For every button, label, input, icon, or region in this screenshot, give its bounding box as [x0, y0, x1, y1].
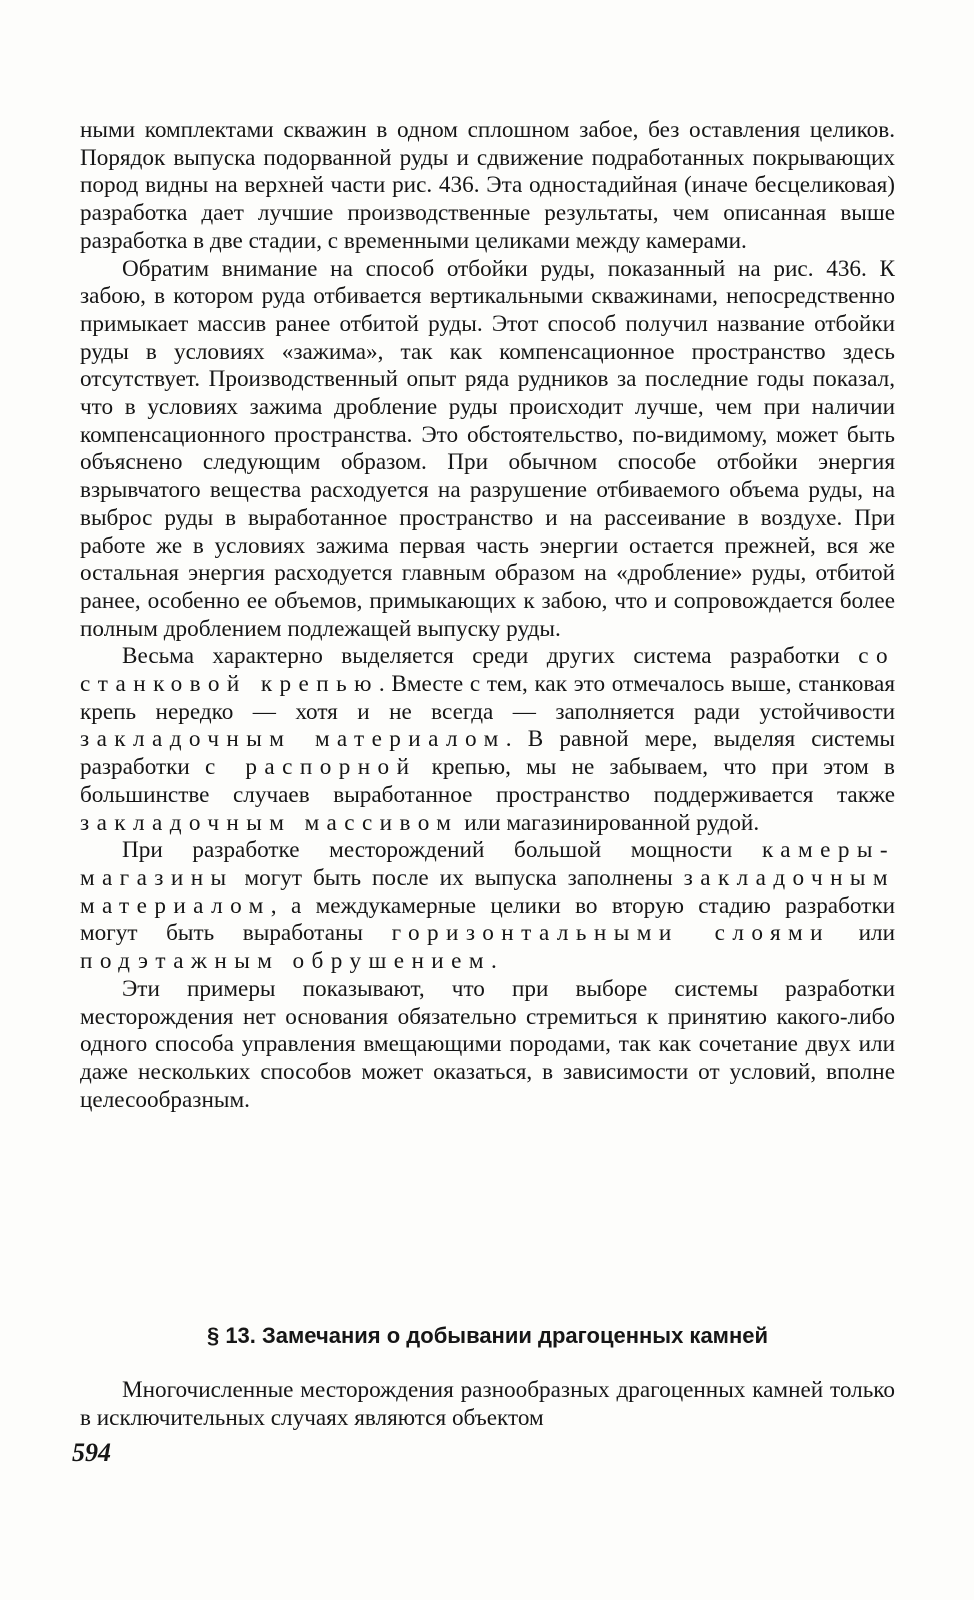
spaced-term: камеры-магазины [80, 837, 895, 891]
paragraph-3 [80, 643, 895, 837]
paragraph-1-text: ными комплектами скважин в одном сплошном забое, без оставления целиков. Порядок выпуска подорванной руды и сдвижение подработанных покрывающих пород видны на верхней части рис. 436. Эта одностадийная (иначе бесцеликовая) разработка дает лучшие производственные результаты, чем описанная выше разработка в две стадии, с временными целиками между камерами. [80, 117, 895, 254]
paragraph-2 [80, 256, 895, 644]
paragraph-4-text: или [830, 920, 895, 947]
paragraph-3-text: . Вместе с тем, как это отмечалось выше, станковая крепь нередко — хотя и не всегда — заполняется ради устойчивости [80, 671, 895, 725]
paragraph-5 [80, 976, 895, 1115]
spaced-term: с распорной [205, 754, 417, 781]
paragraph-4-text: . [490, 948, 497, 975]
paragraph-2-text: Обратим внимание на способ отбойки руды, показанный на рис. 436. К забою, в котором руда отбивается вертикальными скважинами, непосредственно примыкает массив ранее отбитой руды. Этот способ получил название отбойки руды в условиях «зажима», так как компенсационное пространство здесь отсутствует. Производственный опыт ряда рудников за последние годы показал, что в условиях зажима дробление руды происходит лучше, чем при наличии компенсационного пространства. Это обстоятельство, по-видимому, может быть объяснено следующим образом. При обычном способе отбойки энергия взрывчатого вещества расходуется на разрушение отбиваемого объема руды, на выброс руды в выработанное пространство и на рассеивание в воздухе. При работе же в условиях зажима первая часть энергии остается прежней, вся же остальная энергия расходуется главным образом на «дробление» руды, отбитой ранее, особенно ее объемов, примыкающих к забою, что и сопровождается более полным дроблением подлежащей выпуску руды. [80, 255, 895, 642]
spaced-term: подэтажным обрушением [80, 948, 491, 975]
spaced-term: закладочным материалом [80, 726, 506, 753]
paragraph-5-text: Эти примеры показывают, что при выборе системы разработки месторождения нет основания обязательно стремиться к принятию какого-либо одного способа управления вмещающими породами, так как сочетание двух или даже нескольких способов может оказаться, в зависимости от условий, вполне целесообразным. [80, 975, 895, 1113]
paragraph-3-text: . В равной мере, выделяя системы разработки [80, 726, 895, 781]
body-text [80, 117, 895, 1114]
paragraph-4-text: , а междукамерные целики во вторую стадию разработки могут быть выработаны [80, 892, 895, 947]
paragraph-3-text: крепью, мы не забываем, что при этом в большинстве случаев выработанное пространство поддерживается также [80, 754, 895, 808]
section-body [80, 1377, 895, 1432]
spaced-term: закладочным материалом [80, 864, 895, 919]
paragraph-1 [80, 117, 895, 256]
paragraph-4 [80, 837, 895, 976]
spaced-term: закладочным массивом [80, 809, 459, 836]
paragraph-3-text: или магазинированной рудой. [458, 809, 760, 836]
paragraph-6-text: Многочисленные месторождения разнообразных драгоценных камней только в исключительных случаях являются объектом [80, 1377, 895, 1431]
paragraph-3-text: Весьма характерно выделяется среди других система разработки [122, 643, 859, 670]
paragraph-4-text: При разработке месторождений большой мощности [122, 837, 762, 864]
section-heading: § 13. Замечания о добывании драгоценных камней [206, 1323, 769, 1348]
spaced-term: со станковой крепью [80, 643, 895, 698]
paragraph-6 [80, 1377, 895, 1432]
spaced-term: горизонтальными слоями [391, 920, 830, 947]
paragraph-4-text: могут быть после их выпуска заполнены [233, 864, 684, 891]
page-number: 594 [72, 1438, 111, 1467]
